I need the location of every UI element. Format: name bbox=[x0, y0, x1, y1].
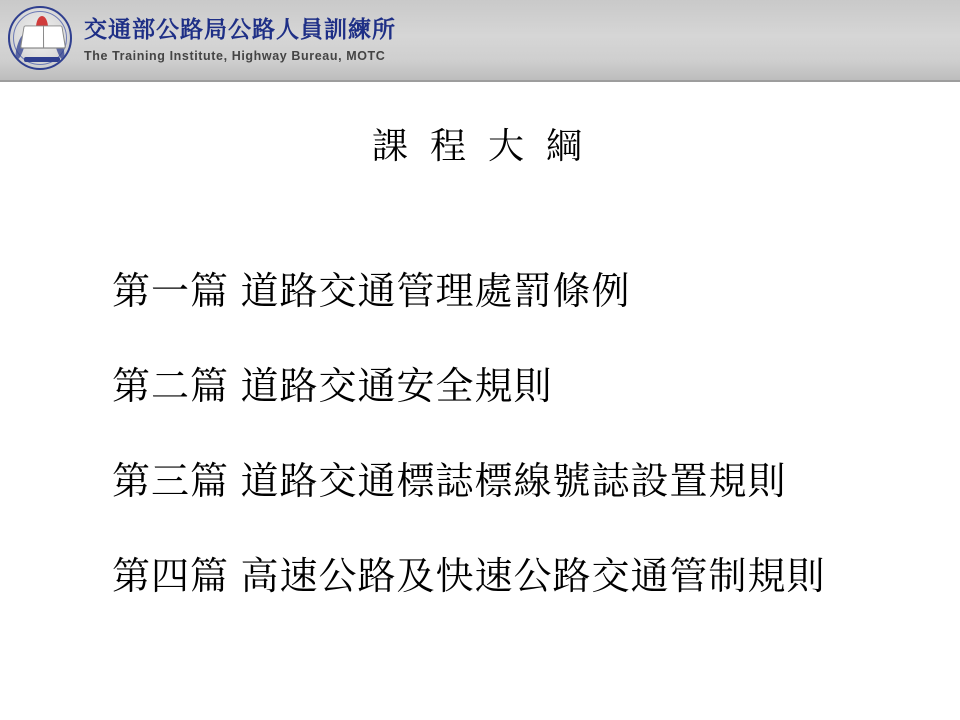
book-icon bbox=[20, 26, 66, 49]
institute-logo bbox=[8, 6, 74, 72]
header-title-english: The Training Institute, Highway Bureau, MOTC bbox=[84, 49, 386, 63]
header-banner bbox=[0, 0, 960, 82]
header-title-block bbox=[84, 14, 396, 66]
emblem-base bbox=[24, 57, 60, 62]
outline-list bbox=[112, 268, 932, 601]
list-item: 第三篇 道路交通標誌標線號誌設置規則 bbox=[112, 461, 787, 503]
list-item: 第二篇 道路交通安全規則 bbox=[112, 366, 553, 408]
list-item: 第四篇 高速公路及快速公路交通管制規則 bbox=[112, 556, 826, 598]
list-item: 第一篇 道路交通管理處罰條例 bbox=[112, 271, 631, 313]
emblem-icon bbox=[8, 6, 72, 70]
page-title: 課 程 大 綱 bbox=[371, 125, 588, 166]
header-title-chinese: 交通部公路局公路人員訓練所 bbox=[84, 16, 396, 42]
